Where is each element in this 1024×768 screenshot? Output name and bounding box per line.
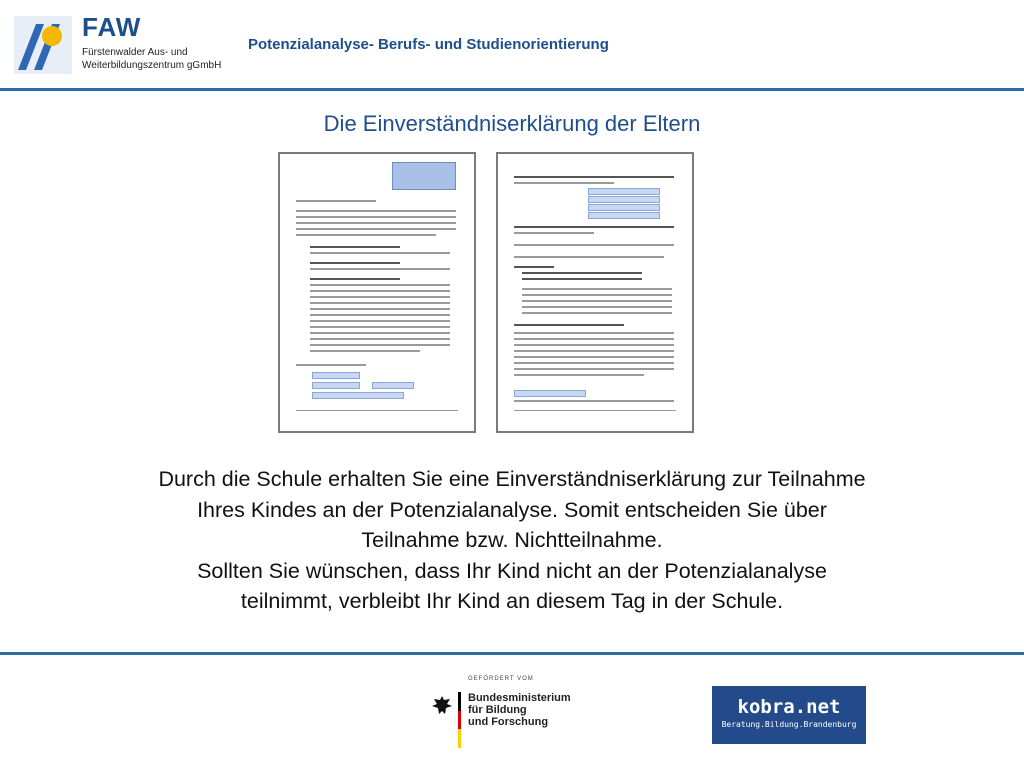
text-line	[514, 266, 554, 268]
faw-logo-icon	[14, 16, 72, 74]
text-line	[522, 278, 642, 280]
text-line	[310, 284, 450, 286]
text-line	[514, 400, 674, 402]
federal-eagle-icon	[430, 694, 454, 718]
slide-title: Die Einverständniserklärung der Eltern	[323, 111, 701, 136]
text-line	[296, 210, 456, 212]
body-text	[60, 464, 964, 617]
consent-form-page-1-image	[278, 152, 476, 433]
text-line	[522, 312, 672, 314]
text-line	[296, 222, 456, 224]
text-line	[310, 262, 400, 264]
text-line	[522, 272, 642, 274]
text-line	[310, 344, 450, 346]
body-line: Durch die Schule erhalten Sie eine Einverständniserklärung zur Teilnahme	[158, 467, 866, 491]
text-line	[310, 338, 450, 340]
logo-subtitle-line2: Weiterbildungszentrum gGmbH	[82, 60, 222, 71]
text-line	[514, 362, 674, 364]
form-field	[312, 392, 404, 399]
page-footer	[296, 410, 458, 421]
page-footer	[514, 410, 676, 421]
logo-name: FAW	[82, 12, 142, 42]
text-line	[514, 356, 674, 358]
text-line	[296, 200, 376, 202]
kobra-tagline: Beratung.Bildung.Brandenburg	[721, 720, 857, 729]
text-line	[296, 216, 456, 218]
text-line	[310, 290, 450, 292]
logo-subtitle-line1: Fürstenwalder Aus- und	[82, 47, 188, 58]
bmbf-name	[468, 692, 571, 728]
consent-form-page-2-image	[496, 152, 694, 433]
text-line	[310, 278, 400, 280]
bmbf-logo	[412, 664, 572, 756]
body-line: Teilnahme bzw. Nichtteilnahme.	[361, 528, 663, 552]
funded-by-label: GEFÖRDERT VOM	[468, 676, 534, 682]
text-line	[514, 226, 674, 228]
text-line	[310, 332, 450, 334]
bmbf-name-line1: Bundesministerium	[468, 692, 571, 704]
text-line	[522, 306, 672, 308]
text-line	[522, 300, 672, 302]
bmbf-name-line3: und Forschung	[468, 716, 549, 728]
stamp-box	[392, 162, 456, 190]
form-field	[312, 372, 360, 379]
text-line	[522, 288, 672, 290]
text-line	[514, 350, 674, 352]
text-line	[310, 314, 450, 316]
text-line	[310, 302, 450, 304]
body-line: Ihres Kindes an der Potenzialanalyse. Somit entscheiden Sie über	[197, 497, 827, 522]
text-line	[522, 294, 672, 296]
text-line	[310, 268, 450, 270]
kobra-net-logo	[712, 686, 866, 744]
form-field	[588, 204, 660, 211]
text-line	[514, 332, 674, 334]
text-line	[514, 324, 624, 326]
header-title: Potenzialanalyse- Berufs- und Studienorientierung	[248, 36, 609, 53]
text-line	[310, 320, 450, 322]
form-field	[372, 382, 414, 389]
form-field	[514, 390, 586, 397]
text-line	[514, 338, 674, 340]
text-line	[310, 308, 450, 310]
text-line	[296, 364, 366, 366]
text-line	[296, 234, 436, 236]
text-line	[514, 232, 594, 234]
text-line	[310, 252, 450, 254]
body-line: teilnimmt, verbleibt Ihr Kind an diesem Tag in der Schule.	[240, 589, 784, 613]
header-divider	[0, 88, 1024, 91]
footer-divider	[0, 652, 1024, 655]
text-line	[514, 344, 674, 346]
text-line	[310, 246, 400, 248]
text-line	[310, 350, 420, 352]
logo-subtitle	[82, 46, 221, 72]
form-field	[588, 196, 660, 203]
body-line: Sollten Sie wünschen, dass Ihr Kind nicht an der Potenzialanalyse	[197, 558, 827, 583]
text-line	[514, 368, 674, 370]
kobra-name: kobra.net	[737, 696, 841, 718]
text-line	[514, 374, 644, 376]
text-line	[514, 176, 674, 178]
german-flag-bar-icon	[458, 692, 461, 748]
text-line	[514, 256, 664, 258]
form-field	[588, 188, 660, 195]
form-field	[588, 212, 660, 219]
text-line	[310, 326, 450, 328]
text-line	[310, 296, 450, 298]
form-field	[312, 382, 360, 389]
text-line	[514, 182, 614, 184]
bmbf-name-line2: für Bildung	[468, 704, 527, 716]
text-line	[514, 244, 674, 246]
text-line	[296, 228, 456, 230]
